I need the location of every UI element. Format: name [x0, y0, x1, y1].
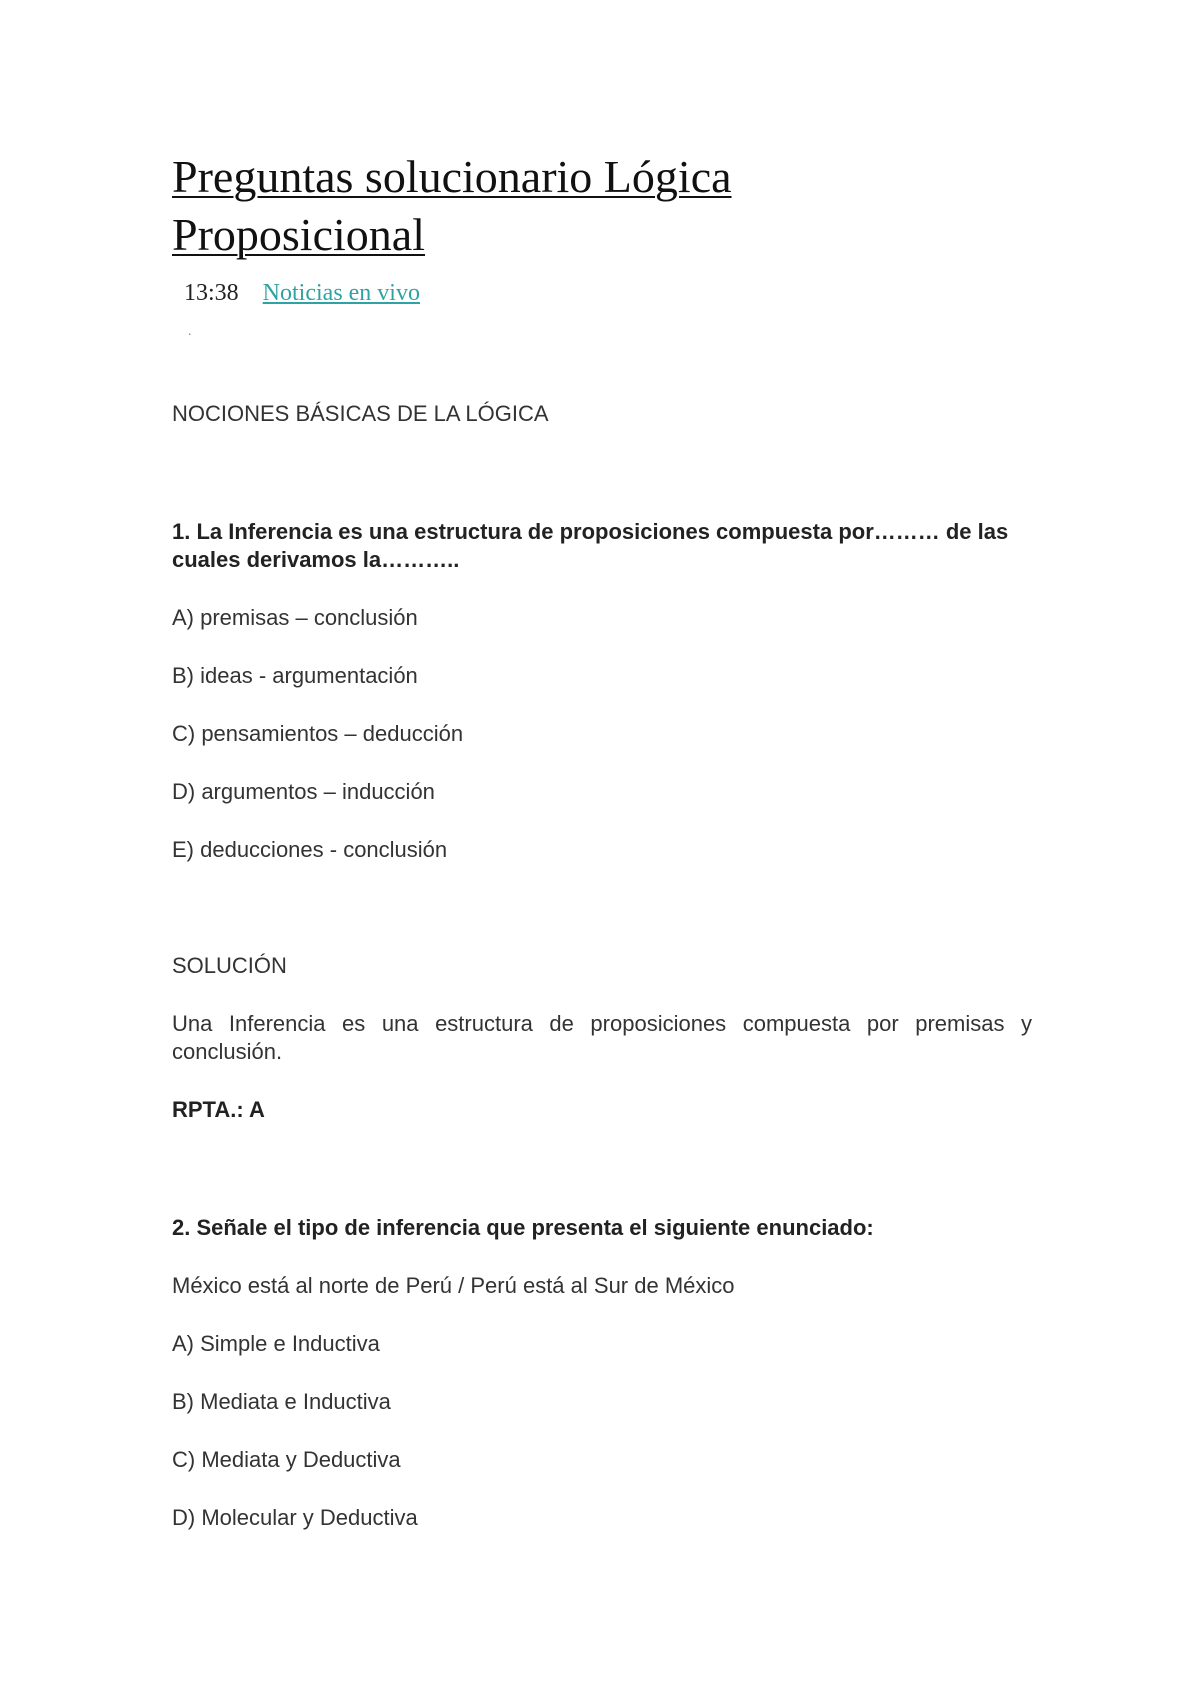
question-2-option-d: D) Molecular y Deductiva [172, 1505, 418, 1530]
page-title: Preguntas solucionario Lógica Proposicional [172, 151, 732, 260]
question-1-solution-text: Una Inferencia es una estructura de proposiciones compuesta por premisas y conclusión. [172, 1011, 1032, 1064]
question-2-stem: 2. Señale el tipo de inferencia que presenta el siguiente enunciado: [172, 1215, 874, 1240]
question-1-option-e: E) deducciones - conclusión [172, 837, 448, 862]
news-live-link[interactable]: Noticias en vivo [262, 280, 420, 306]
question-2-option-b: B) Mediata e Inductiva [172, 1389, 391, 1414]
question-1-option-c: C) pensamientos – deducción [172, 721, 464, 746]
question-2-option-a: A) Simple e Inductiva [172, 1331, 380, 1356]
question-1-option-b: B) ideas - argumentación [172, 663, 418, 688]
question-2-statement: México está al norte de Perú / Perú está al Sur de México [172, 1273, 735, 1298]
question-1-option-a: A) premisas – conclusión [172, 605, 418, 630]
section-heading: NOCIONES BÁSICAS DE LA LÓGICA [172, 401, 549, 426]
post-time: 13:38 [184, 280, 239, 306]
separator-dot: . [188, 324, 192, 339]
question-1-stem: 1. La Inferencia es una estructura de proposiciones compuesta por……… de las cuales derivamos la……….. [172, 519, 1009, 572]
post-meta [184, 278, 420, 308]
question-1-solution-label: SOLUCIÓN [172, 953, 287, 978]
question-2-option-c: C) Mediata y Deductiva [172, 1447, 401, 1472]
question-1-answer: RPTA.: A [172, 1097, 265, 1122]
question-1-option-d: D) argumentos – inducción [172, 779, 435, 804]
